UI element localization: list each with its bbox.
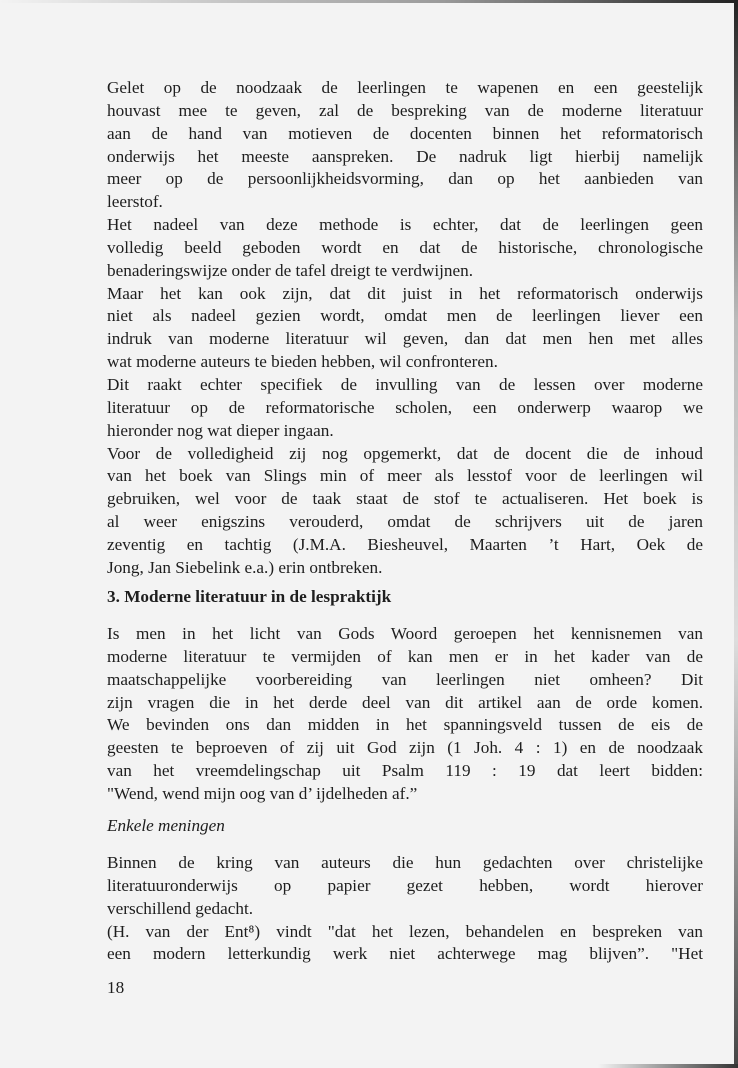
- body-text-section-2: [107, 623, 703, 806]
- text-line: houvast mee te geven, zal de bespreking van de moderne literatuur: [107, 100, 703, 120]
- text-line: een modern letterkundig werk niet achterwege mag blijven”. "Het: [107, 944, 703, 964]
- text-line: geesten te beproeven of zij uit God zijn (1 Joh. 4 : 1) en de noodzaak: [107, 738, 703, 758]
- text-line: van het boek van Slings min of meer als lesstof voor de leerlingen wil: [107, 466, 703, 486]
- text-line: zeventig en tachtig (J.M.A. Biesheuvel, Maarten ’t Hart, Oek de: [107, 534, 703, 554]
- text-line: maatschappelijke voorbereiding van leerlingen niet omheen? Dit: [107, 669, 703, 689]
- text-line: Voor de volledigheid zij nog opgemerkt, dat de docent die de inhoud: [107, 443, 703, 463]
- text-line: Maar het kan ook zijn, dat dit juist in het reformatorisch onderwijs: [107, 283, 703, 303]
- text-line: leerstof.: [107, 192, 163, 212]
- text-line: verschillend gedacht.: [107, 898, 254, 918]
- body-text-section-1: [107, 77, 703, 580]
- text-line: moderne literatuur te vermijden of kan men er in het kader van de: [107, 646, 703, 666]
- text-line: van het vreemdelingschap uit Psalm 119 : 19 dat leert bidden:: [107, 761, 703, 781]
- text-line: wat moderne auteurs te bieden hebben, wil confronteren.: [107, 352, 498, 372]
- text-line: benaderingswijze onder de tafel dreigt te verdwijnen.: [107, 260, 474, 280]
- text-line: Dit raakt echter specifiek de invulling van de lessen over moderne: [107, 374, 703, 394]
- text-line: Binnen de kring van auteurs die hun gedachten over christelijke: [107, 853, 703, 872]
- text-line: meer op de persoonlijkheidsvorming, dan op het aanbieden van: [107, 169, 703, 189]
- text-line: Het nadeel van deze methode is echter, dat de leerlingen geen: [107, 215, 703, 235]
- scan-edge-bottom: [598, 1064, 738, 1068]
- section-heading: 3. Moderne literatuur in de lespraktijk: [107, 587, 392, 606]
- scan-edge-right: [734, 0, 738, 1068]
- text-line: Gelet op de noodzaak de leerlingen te wapenen en een geestelijk: [107, 78, 703, 97]
- scan-edge-top: [0, 0, 738, 3]
- text-line: We bevinden ons dan midden in het spanningsveld tussen de eis de: [107, 715, 703, 735]
- body-text-section-3: [107, 852, 703, 966]
- text-line: (H. van der Ent⁸) vindt "dat het lezen, behandelen en bespreken van: [107, 921, 703, 941]
- subheading: Enkele meningen: [107, 816, 225, 835]
- text-line: gebruiken, wel voor de taak staat de stof te actualiseren. Het boek is: [107, 489, 703, 509]
- text-line: onderwijs het meeste aanspreken. De nadruk ligt hierbij namelijk: [107, 146, 703, 166]
- text-line: al weer enigszins verouderd, omdat de schrijvers uit de jaren: [107, 512, 703, 532]
- text-line: hieronder nog wat dieper ingaan.: [107, 420, 334, 440]
- text-line: Is men in het licht van Gods Woord geroepen het kennisnemen van: [107, 624, 703, 643]
- text-line: literatuur op de reformatorische scholen, een onderwerp waarop we: [107, 397, 703, 417]
- text-line: indruk van moderne literatuur wil geven, dan dat men hen met alles: [107, 329, 703, 349]
- page-number: 18: [107, 978, 125, 997]
- text-line: Jong, Jan Siebelink e.a.) erin ontbreken.: [107, 557, 383, 577]
- text-line: literatuuronderwijs op papier gezet hebben, wordt hierover: [107, 875, 703, 895]
- text-line: "Wend, wend mijn oog van d’ ijdelheden af.”: [107, 783, 418, 803]
- text-line: niet als nadeel gezien wordt, omdat men de leerlingen liever een: [107, 306, 703, 326]
- text-line: zijn vragen die in het derde deel van dit artikel aan de orde komen.: [107, 692, 703, 712]
- text-line: volledig beeld geboden wordt en dat de historische, chronologische: [107, 237, 703, 257]
- text-line: aan de hand van motieven de docenten binnen het reformatorisch: [107, 123, 703, 143]
